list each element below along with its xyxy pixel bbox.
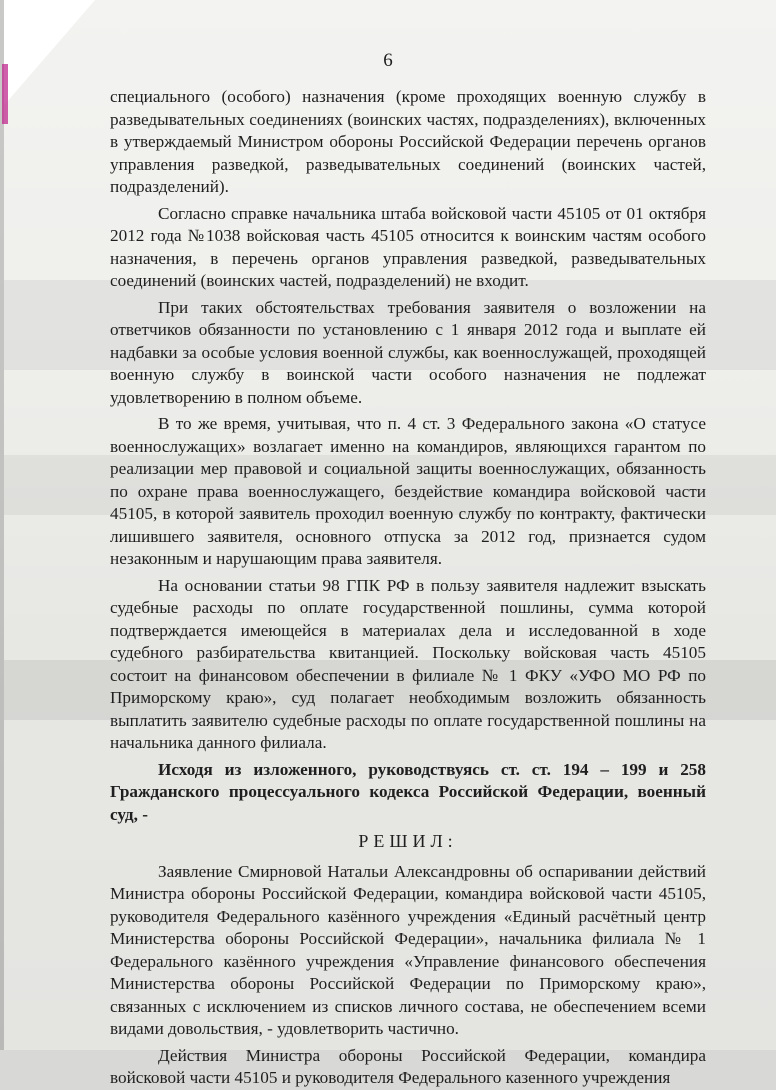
- page-edge: [0, 0, 4, 1050]
- paragraph-3: При таких обстоятельствах требования заявителя о возложении на ответчиков обязанности по установлению с 1 января 2012 года и выплате ей надбавки за особые условия военной службы, как военнослужащей, проходящей военную службу в воинской части особого назначения не подлежат удовлетворению в полном объеме.: [110, 297, 706, 407]
- paragraph-5: На основании статьи 98 ГПК РФ в пользу заявителя надлежит взыскать судебные расходы по оплате государственной пошлины, сумма которой подтверждается имеющейся в материалах дела и исследованной в ходе судебного разбирательства квитанцией. Поскольку войсковая часть 45105 состоит на финансовом обеспечении в филиале № 1 ФКУ «УФО МО РФ по Приморскому краю», суд полагает необходимым возложить обязанность выплатить заявителю судебные расходы по оплате государственной пошлины на начальника данного филиала.: [110, 575, 706, 752]
- paragraph-6: Исходя из изложенного, руководствуясь ст. ст. 194 – 199 и 258 Гражданского процессуального кодекса Российской Федерации, военный суд, -: [110, 759, 706, 824]
- paragraph-2: Согласно справке начальника штаба войсковой части 45105 от 01 октября 2012 года №1038 войсковая часть 45105 относится к воинским частям особого назначения, в перечень органов управления разведкой, разведывательных соединений (воинских частей, подразделений) не входит.: [110, 203, 706, 290]
- margin-mark: [2, 64, 8, 124]
- decision-heading: РЕШИЛ:: [358, 831, 458, 851]
- document-body: [110, 86, 706, 1090]
- page-number: 6: [383, 50, 393, 71]
- paragraph-8: Действия Министра обороны Российской Федерации, командира войсковой части 45105 и руководителя Федерального казенного учреждения: [110, 1045, 706, 1087]
- paragraph-1: специального (особого) назначения (кроме проходящих военную службу в разведывательных соединениях (воинских частях, подразделениях), включенных в утверждаемый Министром обороны Российской Федерации перечень органов управления разведкой, разведывательных соединений (воинских частей, подразделений).: [110, 87, 706, 196]
- paragraph-4: В то же время, учитывая, что п. 4 ст. 3 Федерального закона «О статусе военнослужащих» возлагает именно на командиров, являющихся гарантом по реализации мер правовой и социальной защиты военнослужащих, обязанность по охране права военнослужащего, бездействие командира войсковой части 45105, в которой заявитель проходил военную службу по контракту, фактически лишившего заявителя, основного отпуска за 2012 год, признается судом незаконным и нарушающим права заявителя.: [110, 414, 706, 568]
- paragraph-7: Заявление Смирновой Натальи Александровны об оспаривании действий Министра обороны Российской Федерации, командира войсковой части 45105, руководителя Федерального казённого учреждения «Единый расчётный центр Министерства обороны Российской Федерации», начальника филиала № 1 Федерального казённого учреждения «Управление финансового обеспечения Министерства обороны Российской Федерации по Приморскому краю», связанных с исключением из списков личного состава, не обеспечением всеми видами довольствия, - удовлетворить частично.: [110, 861, 706, 1038]
